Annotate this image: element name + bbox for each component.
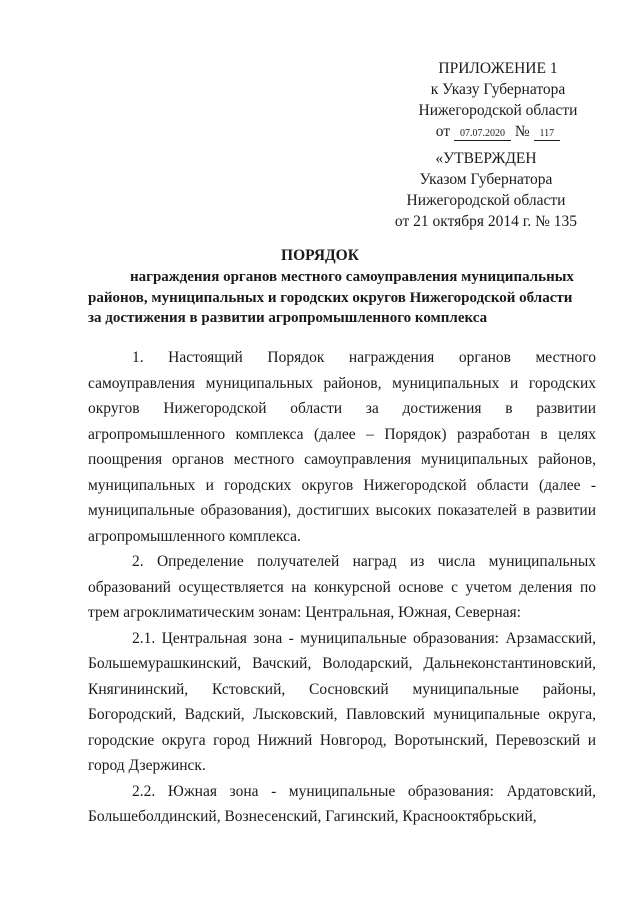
subtitle-line-2: районов, муниципальных и городских округов Нижегородской области — [88, 289, 573, 306]
approval-label: «УТВЕРЖДЕН — [435, 150, 537, 167]
appendix-region: Нижегородской области — [418, 102, 578, 119]
subtitle-line-3: за достижения в развитии агропромышленного комплекса — [88, 310, 488, 326]
subtitle-line-1: награждения органов местного самоуправления муниципальных — [130, 269, 574, 285]
paragraph-2-1: 2.1. Центральная зона - муниципальные образования: Арзамасский, Большемурашкинский, Вачский, Володарский, Дальнеконстантиновский, Княгининский, Кстовский, Сосновский муниципальные районы, Богородский, Вадский, Лысковский, Павловский муниципальные округа, городские округа город Нижний Новгород, Воротынский, Перевозский и город Дзержинск. — [88, 629, 596, 774]
appendix-date-line — [408, 121, 588, 142]
approval-region: Нижегородской области — [406, 192, 566, 209]
document-title: ПОРЯДОК — [281, 247, 359, 264]
number-sign: № — [514, 123, 530, 140]
document-body — [88, 345, 596, 830]
approval-date-line: от 21 октября 2014 г. № 135 — [394, 213, 578, 230]
decree-date: 07.07.2020 — [454, 128, 511, 141]
approval-block — [386, 148, 586, 232]
appendix-block — [408, 58, 588, 142]
decree-number: 117 — [534, 128, 561, 141]
appendix-label: ПРИЛОЖЕНИЕ 1 — [438, 60, 558, 77]
appendix-to-decree: к Указу Губернатора — [430, 81, 566, 98]
date-prefix: от — [435, 123, 451, 140]
paragraph-2: 2. Определение получателей наград из числа муниципальных образований осуществляется на конкурсной основе с учетом деления по трем агроклиматическим зонам: Центральная, Южная, Северная: — [88, 553, 596, 621]
document-subtitle — [88, 267, 596, 329]
paragraph-1: 1. Настоящий Порядок награждения органов местного самоуправления муниципальных районов, муниципальных и городских округов Нижегородской области за достижения в развитии агропромышленного комплекса (далее – Порядок) разработан в целях поощрения органов местного самоуправления муниципальных районов, муниципальных и городских округов Нижегородской области (далее - муниципальные образования), достигших высоких показателей в развитии агропромышленного комплекса. — [88, 349, 596, 545]
approval-by-decree: Указом Губернатора — [419, 171, 553, 188]
paragraph-2-2: 2.2. Южная зона - муниципальные образования: Ардатовский, Большеболдинский, Вознесенский, Гагинский, Краснооктябрьский, — [88, 782, 596, 825]
